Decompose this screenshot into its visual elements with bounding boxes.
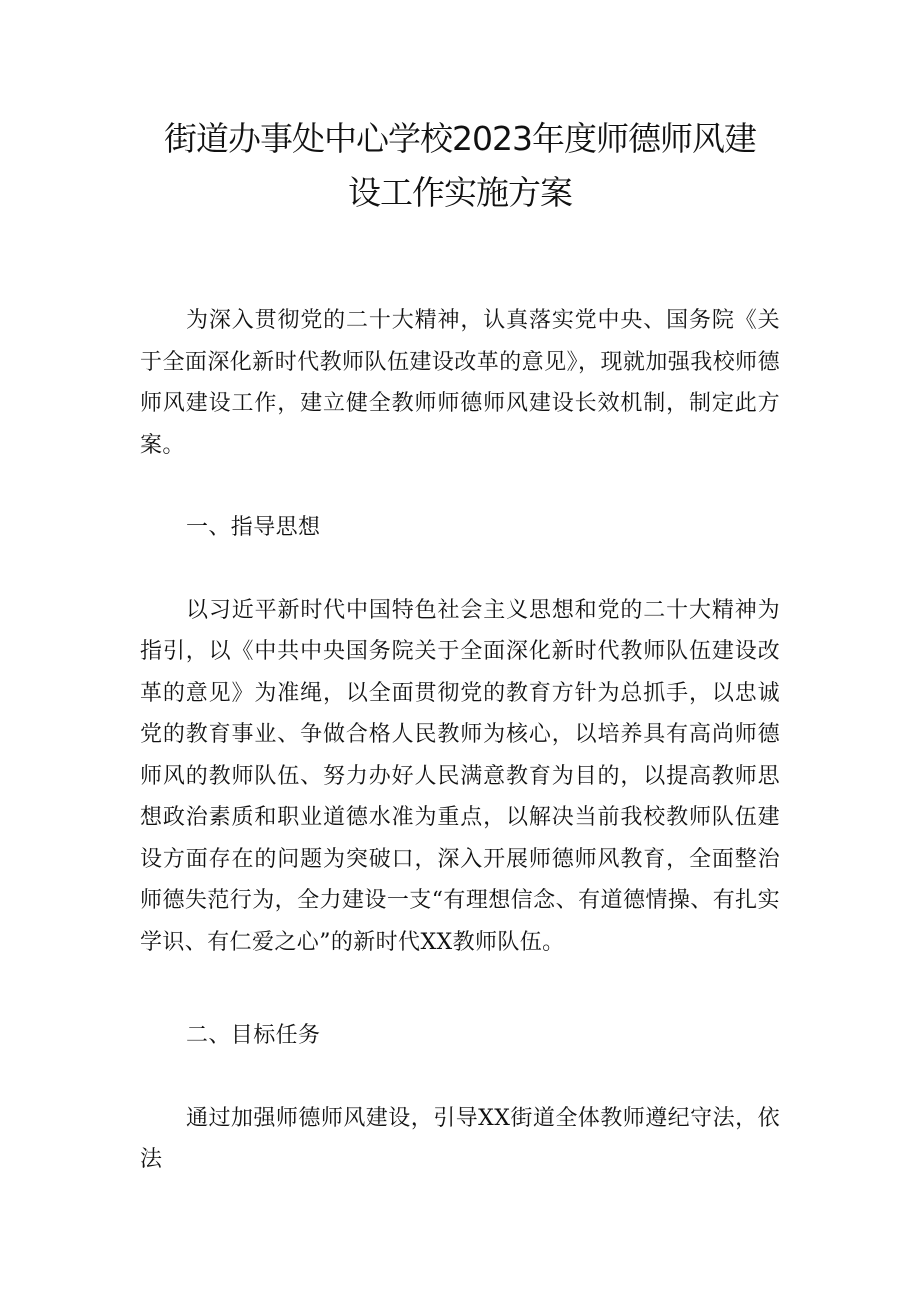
guiding-ideology-paragraph: 以习近平新时代中国特色社会主义思想和党的二十大精神为指引，以《中共中央国务院关于全面深化新时代教师队伍建设改革的意见》为准绳，以全面贯彻党的教育方针为总抓手，以忠诚党的教育事业、争做合格人民教师为核心，以培养具有高尚师德师风的教师队伍、努力办好人民满意教育为目的，以提高教师思想政治素质和职业道德水准为重点，以解决当前我校教师队伍建设方面存在的问题为突破口，深入开展师德师风教育，全面整治师德失范行为，全力建设一支“有理想信念、有道德情操、有扎实学识、有仁爱之心”的新时代XX教师队伍。 xyxy=(140,597,780,955)
document-title xyxy=(140,112,780,220)
title-line-2: 设工作实施方案 xyxy=(348,173,572,212)
section-heading-guiding-ideology: 一、指导思想 xyxy=(186,515,321,540)
intro-paragraph: 为深入贯彻党的二十大精神，认真落实党中央、国务院《关于全面深化新时代教师队伍建设改革的意见》，现就加强我校师德师风建设工作，建立健全教师师德师风建设长效机制，制定此方案。 xyxy=(140,308,780,458)
document-body xyxy=(140,300,780,1181)
goals-tasks-paragraph: 通过加强师德师风建设，引导XX街道全体教师遵纪守法，依法 xyxy=(140,1105,780,1172)
title-line-1: 街道办事处中心学校2023年度师德师风建 xyxy=(164,119,756,158)
section-heading-goals-tasks: 二、目标任务 xyxy=(186,1023,321,1048)
